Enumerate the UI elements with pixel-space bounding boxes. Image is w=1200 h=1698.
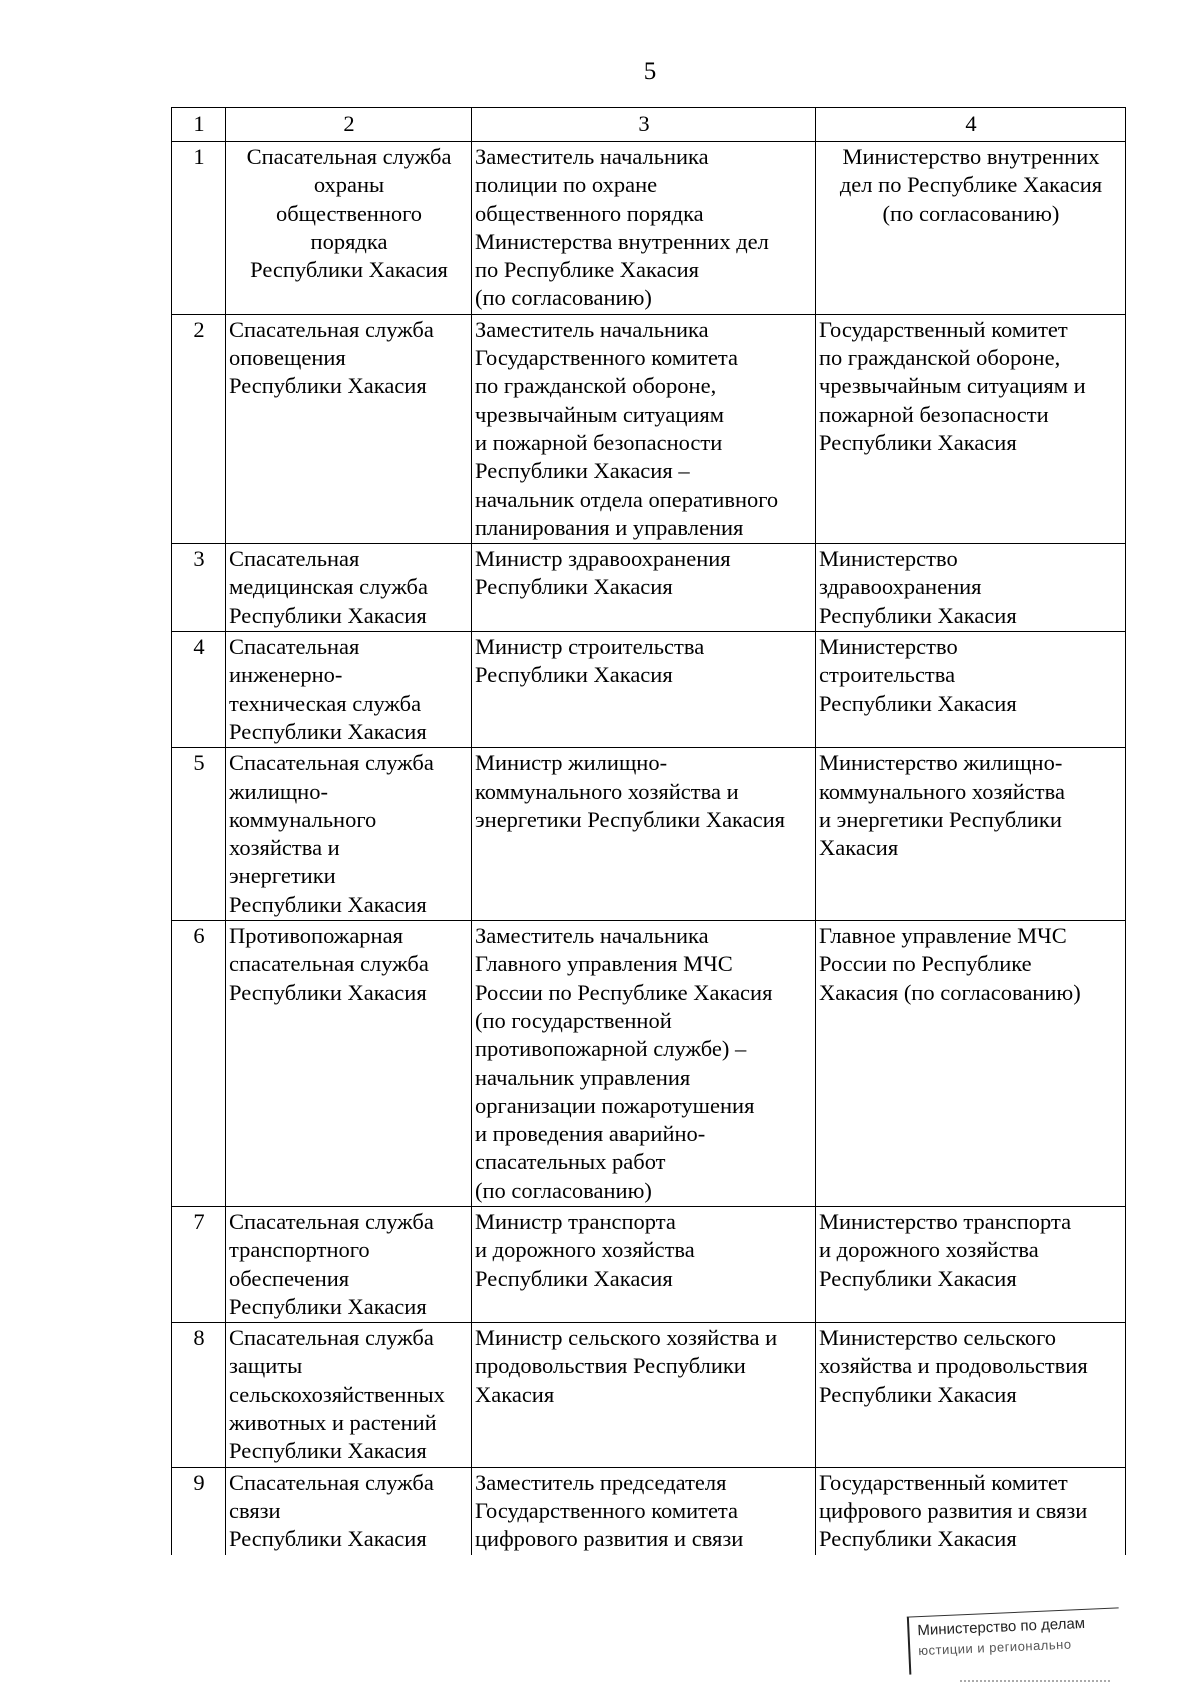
service-head: Министр транспорта и дорожного хозяйства Республики Хакасия — [472, 1206, 816, 1322]
table-row — [172, 1467, 1126, 1554]
row-number: 2 — [172, 314, 226, 543]
service-name: Противопожарная спасательная служба Республики Хакасия — [226, 921, 472, 1207]
service-head: Заместитель начальника Главного управления МЧС России по Республике Хакасия (по государственной противопожарной службе) – начальник управления организации пожаротушения и проведения аварийно- спасательных работ (по согласованию) — [472, 921, 816, 1207]
row-number: 4 — [172, 632, 226, 748]
service-name: Спасательная служба охраны общественного порядка Республики Хакасия — [226, 142, 472, 315]
table-row — [172, 1323, 1126, 1467]
service-name: Спасательная служба транспортного обеспечения Республики Хакасия — [226, 1206, 472, 1322]
service-body: Государственный комитет цифрового развития и связи Республики Хакасия — [816, 1467, 1126, 1554]
table-header-row — [172, 108, 1126, 142]
service-body: Министерство здравоохранения Республики Хакасия — [816, 544, 1126, 632]
service-name: Спасательная медицинская служба Республики Хакасия — [226, 544, 472, 632]
service-body: Министерство жилищно- коммунального хозяйства и энергетики Республики Хакасия — [816, 748, 1126, 921]
row-number: 6 — [172, 921, 226, 1207]
service-name: Спасательная инженерно- техническая служба Республики Хакасия — [226, 632, 472, 748]
table-row — [172, 314, 1126, 543]
stamp-underline — [960, 1680, 1110, 1684]
service-head: Министр строительства Республики Хакасия — [472, 632, 816, 748]
table-row — [172, 1206, 1126, 1322]
row-number: 3 — [172, 544, 226, 632]
table-row — [172, 748, 1126, 921]
service-body: Государственный комитет по гражданской обороне, чрезвычайным ситуациям и пожарной безопасности Республики Хакасия — [816, 314, 1126, 543]
service-body: Главное управление МЧС России по Республике Хакасия (по согласованию) — [816, 921, 1126, 1207]
service-head: Заместитель начальника Государственного комитета по гражданской обороне, чрезвычайным ситуациям и пожарной безопасности Республики Хакасия – начальник отдела оперативного планирования и управления — [472, 314, 816, 543]
header-col-1: 1 — [172, 108, 226, 142]
services-table — [171, 107, 1126, 1555]
service-head: Министр сельского хозяйства и продовольствия Республики Хакасия — [472, 1323, 816, 1467]
service-body: Министерство внутренних дел по Республике Хакасия (по согласованию) — [816, 142, 1126, 315]
header-col-4: 4 — [816, 108, 1126, 142]
service-head: Заместитель председателя Государственного комитета цифрового развития и связи — [472, 1467, 816, 1554]
service-body: Министерство сельского хозяйства и продовольствия Республики Хакасия — [816, 1323, 1126, 1467]
header-col-2: 2 — [226, 108, 472, 142]
registration-stamp — [907, 1607, 1121, 1674]
row-number: 8 — [172, 1323, 226, 1467]
row-number: 7 — [172, 1206, 226, 1322]
service-body: Министерство строительства Республики Хакасия — [816, 632, 1126, 748]
table-row — [172, 142, 1126, 315]
table-row — [172, 632, 1126, 748]
service-name: Спасательная служба связи Республики Хакасия — [226, 1467, 472, 1554]
service-name: Спасательная служба жилищно- коммунального хозяйства и энергетики Республики Хакасия — [226, 748, 472, 921]
stamp-line-1: Министерство по делам — [917, 1614, 1086, 1640]
page-number: 5 — [643, 58, 657, 85]
service-name: Спасательная служба защиты сельскохозяйственных животных и растений Республики Хакасия — [226, 1323, 472, 1467]
header-col-3: 3 — [472, 108, 816, 142]
table-row — [172, 544, 1126, 632]
service-head: Заместитель начальника полиции по охране общественного порядка Министерства внутренних дел по Республике Хакасия (по согласованию) — [472, 142, 816, 315]
service-head: Министр здравоохранения Республики Хакасия — [472, 544, 816, 632]
service-body: Министерство транспорта и дорожного хозяйства Республики Хакасия — [816, 1206, 1126, 1322]
service-head: Министр жилищно- коммунального хозяйства и энергетики Республики Хакасия — [472, 748, 816, 921]
table-row — [172, 921, 1126, 1207]
row-number: 5 — [172, 748, 226, 921]
row-number: 1 — [172, 142, 226, 315]
service-name: Спасательная служба оповещения Республики Хакасия — [226, 314, 472, 543]
stamp-line-2: юстиции и регионально — [918, 1636, 1072, 1659]
row-number: 9 — [172, 1467, 226, 1554]
